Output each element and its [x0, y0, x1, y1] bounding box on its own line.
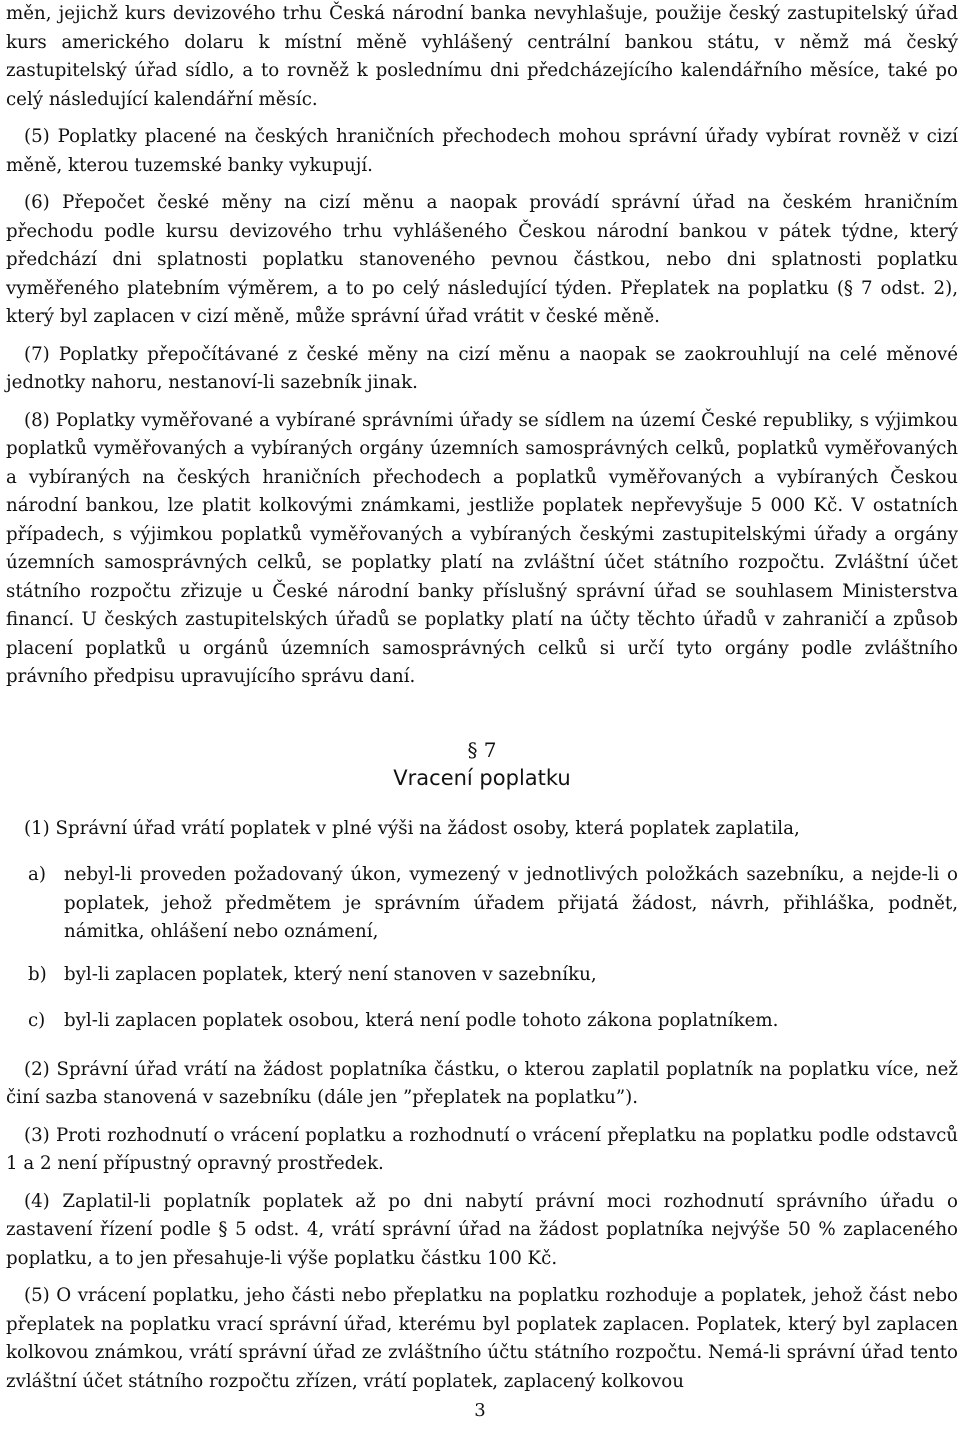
paragraph-continuation: měn, jejichž kurs devizového trhu Česká národní banka nevyhlašuje, použije český zastupitelský úřad kurs amerického dolaru k místní měně vyhlášený centrální bankou státu, v němž má český zastupitelský úřad sídlo, a to rovněž k poslednímu dni předcházejícího kalendářního měsíce, také po celý následující kalendářní měsíc. [6, 3, 958, 110]
section-paragraph-2: (2) Správní úřad vrátí na žádost poplatníka částku, o kterou zaplatil poplatník na poplatku více, než činí sazba stanovená v sazebníku (dále jen ”přeplatek na poplatku”). [6, 1058, 958, 1108]
list-item [6, 1007, 958, 1036]
paragraph-5: (5) Poplatky placené na českých hraničních přechodech mohou správní úřady vybírat rovněž v cizí měně, kterou tuzemské banky vykupují. [6, 126, 958, 176]
list-item-text: nebyl-li proveden požadovaný úkon, vymezený v jednotlivých položkách sazebníku, a nejde-li o poplatek, jehož předmětem je správním úřadem přijatá žádost, návrh, přihláška, podnět, námitka, ohlášení nebo oznámení, [64, 864, 958, 942]
section-paragraph-1: (1) Správní úřad vrátí poplatek v plné výši na žádost osoby, která poplatek zaplatila, [24, 817, 800, 839]
list-marker: a) [28, 864, 46, 885]
list-item-text: byl-li zaplacen poplatek, který není stanoven v sazebníku, [64, 963, 597, 985]
paragraph-7: (7) Poplatky přepočítávané z české měny na cizí měnu a naopak se zaokrouhlují na celé měnové jednotky nahoru, nestanoví-li sazebník jinak. [6, 343, 958, 393]
list-marker: c) [28, 1010, 46, 1031]
section-paragraph-5: (5) O vrácení poplatku, jeho části nebo přeplatku na poplatku rozhoduje a poplatek, jehož část nebo přeplatek na poplatku vrací správní úřad, kterému byl poplatek zaplacen. Poplatek, který byl zaplacen kolkovou známkou, vrátí správní úřad ze zvláštního účtu státního rozpočtu. Nemá-li správní úřad tento zvláštní účet státního rozpočtu zřízen, vrátí poplatek, zaplacený kolkovou [6, 1285, 958, 1392]
list-item [6, 861, 958, 947]
section-title: Vracení poplatku [393, 765, 571, 790]
section-paragraph-3: (3) Proti rozhodnutí o vrácení poplatku a rozhodnutí o vrácení přeplatku na poplatku podle odstavců 1 a 2 není přípustný opravný prostředek. [6, 1124, 958, 1174]
paragraph-8: (8) Poplatky vyměřované a vybírané správními úřady se sídlem na území České republiky, s výjimkou poplatků vyměřovaných a vybíraných orgány územních samosprávných celků, poplatků vyměřovaných a vybíraných na českých hraničních přechodech a poplatků vyměřovaných a vybíraných Českou národní bankou, lze platit kolkovými známkami, jestliže poplatek nepřevyšuje 5 000 Kč. V ostatních případech, s výjimkou poplatků vyměřovaných a vybíraných českými zastupitelskými úřady a orgány územních samosprávných celků, se poplatky platí na zvláštní účet státního rozpočtu. Zvláštní účet státního rozpočtu zřizuje u České národní banky příslušný správní úřad se souhlasem Ministerstva financí. U českých zastupitelských úřadů se poplatky platí na účty těchto úřadů v zahraničí a způsob placení poplatků u orgánů územních samosprávných celků si určí tyto orgány podle zvláštního právního předpisu upravujícího správu daní. [6, 409, 958, 687]
section-paragraph-4: (4) Zaplatil-li poplatník poplatek až po dni nabytí právní moci rozhodnutí správního úřadu o zastavení řízení podle § 5 odst. 4, vrátí správní úřad na žádost poplatníka nejvýše 50 % zaplaceného poplatku, a to jen přesahuje-li výše poplatku částku 100 Kč. [6, 1190, 958, 1269]
refund-conditions-list [6, 861, 958, 1036]
section-number: § 7 [467, 737, 497, 762]
list-item-text: byl-li zaplacen poplatek osobou, která není podle tohoto zákona poplatníkem. [64, 1010, 779, 1031]
list-item [6, 961, 958, 990]
page-number: 3 [474, 1400, 486, 1421]
section-heading [6, 737, 958, 793]
paragraph-6: (6) Přepočet české měny na cizí měnu a naopak provádí správní úřad na českém hraničním přechodu podle kursu devizového trhu vyhlášeného Českou národní bankou v pátek týdne, který předchází dni splatnosti poplatku stanoveného pevnou částkou, nebo dni splatnosti poplatku vyměřeného platebním výměrem, a to po celý následující týden. Přeplatek na poplatku (§ 7 odst. 2), který byl zaplacen v cizí měně, může správní úřad vrátit v české měně. [6, 192, 958, 327]
list-marker: b) [28, 963, 47, 985]
